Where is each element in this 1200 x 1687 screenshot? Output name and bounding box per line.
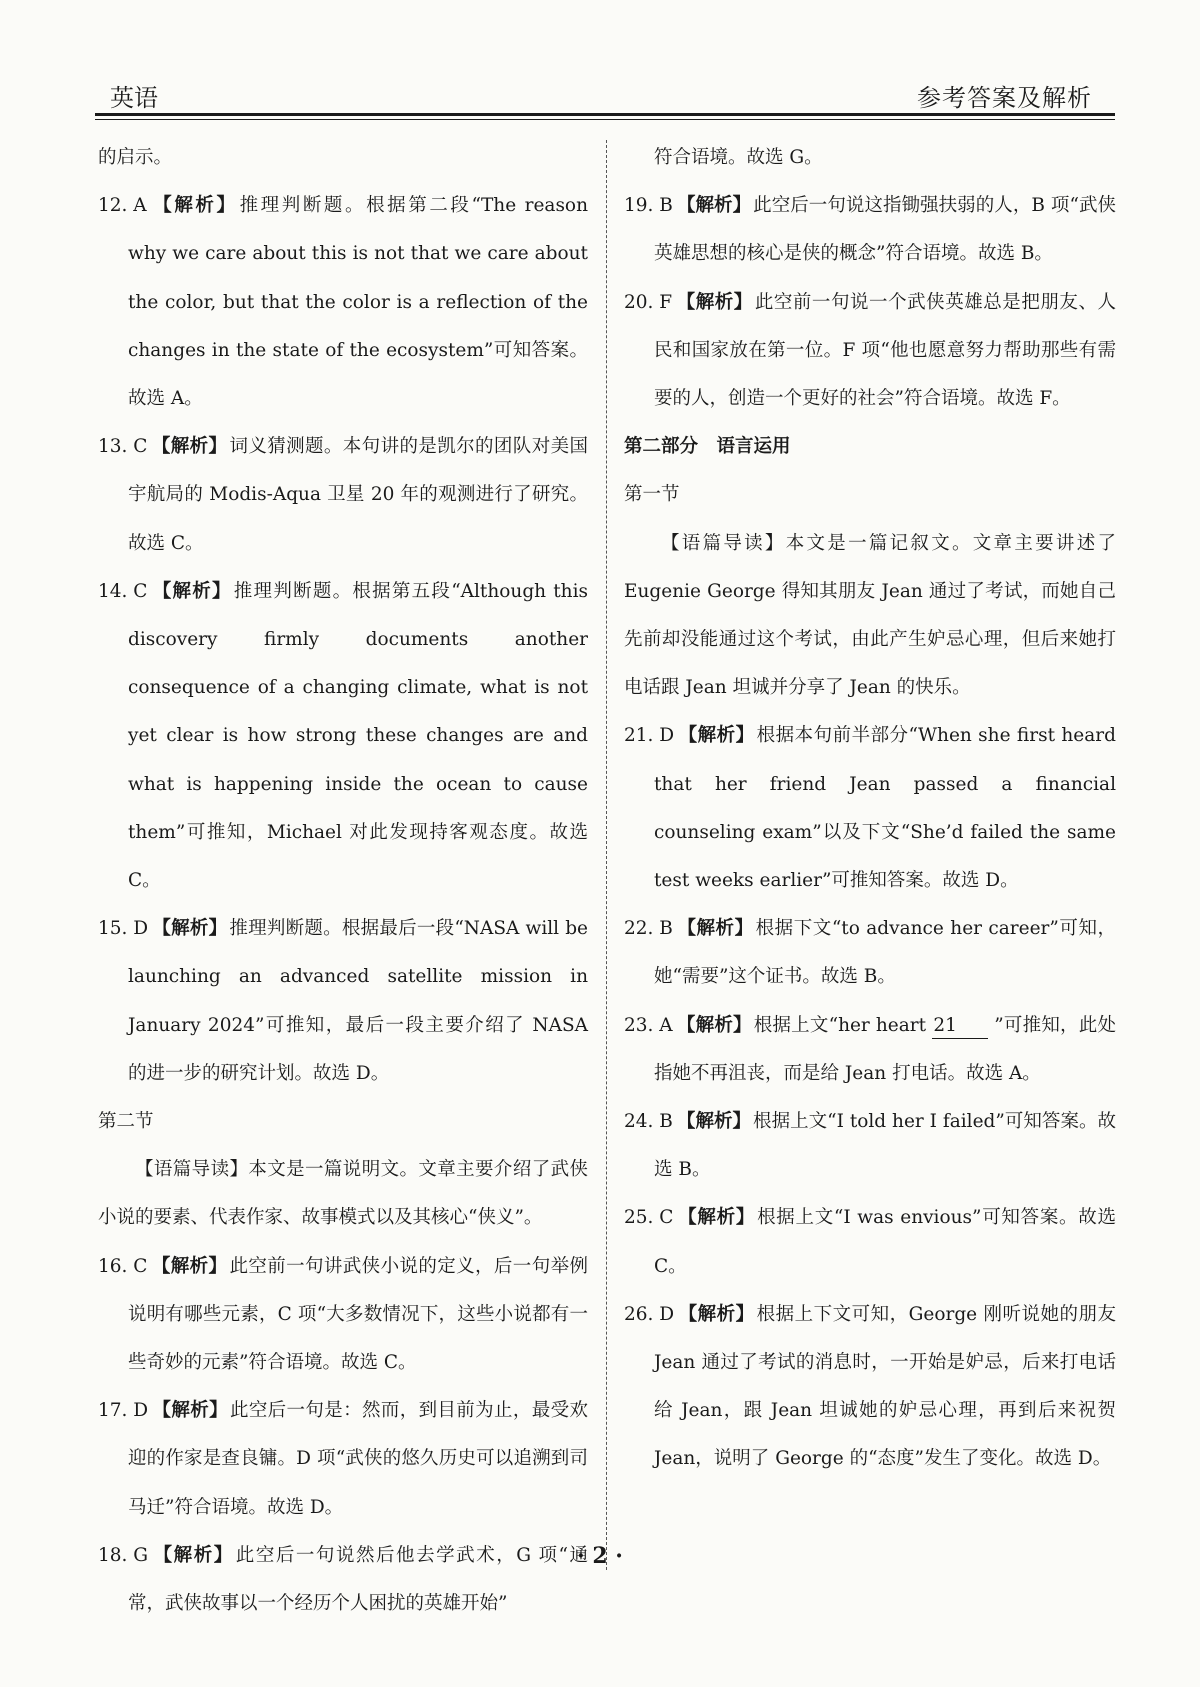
analysis-text: 此空后一句说然后他去学武术，G 项“通常，武侠故事以一个经历个人困扰的英雄开始” [128,1544,588,1615]
analysis-text: 根据上下文可知，George 刚听说她的朋友 Jean 通过了考试的消息时，一开始是妒忌，后来打电话给 Jean，跟 Jean 坦诚她的妒忌心理，再到后来祝贺 Jean，说明了 George 的“态度”发生了变化。故选 D。 [654,1303,1116,1470]
subject-title: 英语 [110,84,158,112]
answer-item-14 [98,568,588,905]
question-number: 25. C [624,1207,674,1229]
question-number: 15. D [98,918,149,940]
question-number: 19. B [624,195,673,217]
header-rule-thin [95,119,1115,120]
answer-item-25 [624,1194,1116,1290]
analysis-text: 根据本句前半部分“When she first heard that her friend Jean passed a financial counseling exam”以及下文“She’d failed the same test weeks earlier”可推知答案。故选 D。 [654,725,1116,892]
question-number: 18. G [98,1544,149,1566]
question-number: 14. C [98,580,148,602]
continued-text: 的启示。 [98,147,173,168]
analysis-tag: 【解析】 [150,195,238,217]
analysis-text: 此空后一句说这指锄强扶弱的人，B 项“武侠英雄思想的核心是侠的概念”符合语境。故选 B。 [654,195,1116,265]
analysis-text: 根据下文“to advance her career”可知，她“需要”这个证书。故选 B。 [654,918,1116,988]
analysis-tag: 【解析】 [151,436,228,458]
analysis-tag: 【解析】 [678,725,755,747]
answer-item-26 [624,1291,1116,1484]
answer-item-19 [624,182,1116,278]
analysis-text: 此空前一句说一个武侠英雄总是把朋友、人民和国家放在第一位。F 项“他也愿意努力帮助那些有需要的人，创造一个更好的社会”符合语境。故选 F。 [654,291,1116,410]
analysis-text: 词义猜测题。本句讲的是凯尔的团队对美国宇航局的 Modis-Aqua 卫星 20 年的观测进行了研究。故选 C。 [128,436,588,554]
analysis-text: 推理判断题。根据第二段“The reason why we care about this is not that we care about the color, but that the color is a reflection of the changes in the state of the ecosystem”可知答案。故选 A。 [128,195,588,410]
analysis-text: 推理判断题。根据最后一段“NASA will be launching an advanced satellite mission in January 2024”可推知，最后一段主要介绍了 NASA 的进一步的研究计划。故选 D。 [128,918,588,1084]
right-column [624,134,1116,1484]
analysis-text: 根据上文“her heart [753,1014,933,1036]
answer-item-24 [624,1098,1116,1194]
analysis-tag: 【解析】 [152,918,228,940]
part-heading: 第二部分 语言运用 [624,436,791,458]
question-number: 20. F [624,291,673,313]
answer-item-21 [624,712,1116,905]
analysis-text: 根据上文“I was envious”可知答案。故选 C。 [654,1207,1116,1277]
analysis-tag: 【解析】 [677,1207,756,1229]
question-number: 16. C [98,1255,148,1277]
header-rule-thick [95,113,1115,116]
analysis-text: 此空后一句是：然而，到目前为止，最受欢迎的作家是查良镛。D 项“武侠的悠久历史可以追溯到司马迁”符合语境。故选 D。 [128,1400,588,1518]
passage-guide: 【语篇导读】本文是一篇记叙文。文章主要讲述了 Eugenie George 得知其朋友 Jean 通过了考试，而她自己先前却没能通过这个考试，由此产生妒忌心理，但后来她打电话跟 Jean 坦诚并分享了 Jean 的快乐。 [624,532,1116,699]
answer-item-13 [98,423,588,568]
answer-item-12 [98,182,588,423]
blank-21: 21 [932,1014,988,1039]
question-number: 12. A [98,195,147,217]
passage-guide: 【语篇导读】本文是一篇说明文。文章主要介绍了武侠小说的要素、代表作家、故事模式以及其核心“侠义”。 [98,1159,588,1229]
question-number: 22. B [624,918,673,940]
question-number: 13. C [98,436,148,458]
answer-item-15 [98,905,588,1098]
question-number: 26. D [624,1303,675,1325]
question-number: 21. D [624,725,675,747]
answer-item-20 [624,279,1116,424]
answer-item-23 [624,1002,1116,1098]
document-title: 参考答案及解析 [917,84,1092,112]
analysis-text: 根据上文“I told her I failed”可知答案。故选 B。 [654,1111,1116,1181]
left-column [98,134,588,1628]
analysis-tag: 【解析】 [151,580,232,602]
section-heading: 第一节 [624,484,680,506]
answer-item-16 [98,1243,588,1388]
analysis-tag: 【解析】 [676,918,754,940]
analysis-text: 此空前一句讲武侠小说的定义，后一句举例说明有哪些元素，C 项“大多数情况下，这些小说都有一些奇妙的元素”符合语境。故选 C。 [128,1255,588,1374]
question-number: 17. D [98,1400,149,1422]
analysis-tag: 【解析】 [676,1014,752,1036]
continued-text: 符合语境。故选 G。 [654,147,823,168]
analysis-tag: 【解析】 [676,1111,752,1133]
analysis-tag: 【解析】 [151,1255,228,1277]
analysis-text-continued: ”可推知，此处指她不再沮丧，而是给 Jean 打电话。故选 A。 [654,1014,1116,1084]
analysis-tag: 【解析】 [676,195,752,217]
section-heading: 第二节 [98,1111,154,1133]
column-divider [606,140,607,1570]
analysis-tag: 【解析】 [676,291,753,313]
analysis-tag: 【解析】 [152,1544,234,1566]
answer-item-17 [98,1387,588,1532]
page-number: · 2 · [577,1543,623,1569]
question-number: 23. A [624,1014,673,1036]
answer-item-22 [624,905,1116,1001]
question-number: 24. B [624,1111,673,1133]
analysis-tag: 【解析】 [152,1400,228,1422]
analysis-tag: 【解析】 [678,1303,755,1325]
analysis-text: 推理判断题。根据第五段“Although this discovery firmly documents another consequence of a changing climate, what is not yet clear is how strong these changes are and what is happening inside the ocean to cause them”可推知，Michael 对此发现持客观态度。故选 C。 [128,580,588,892]
